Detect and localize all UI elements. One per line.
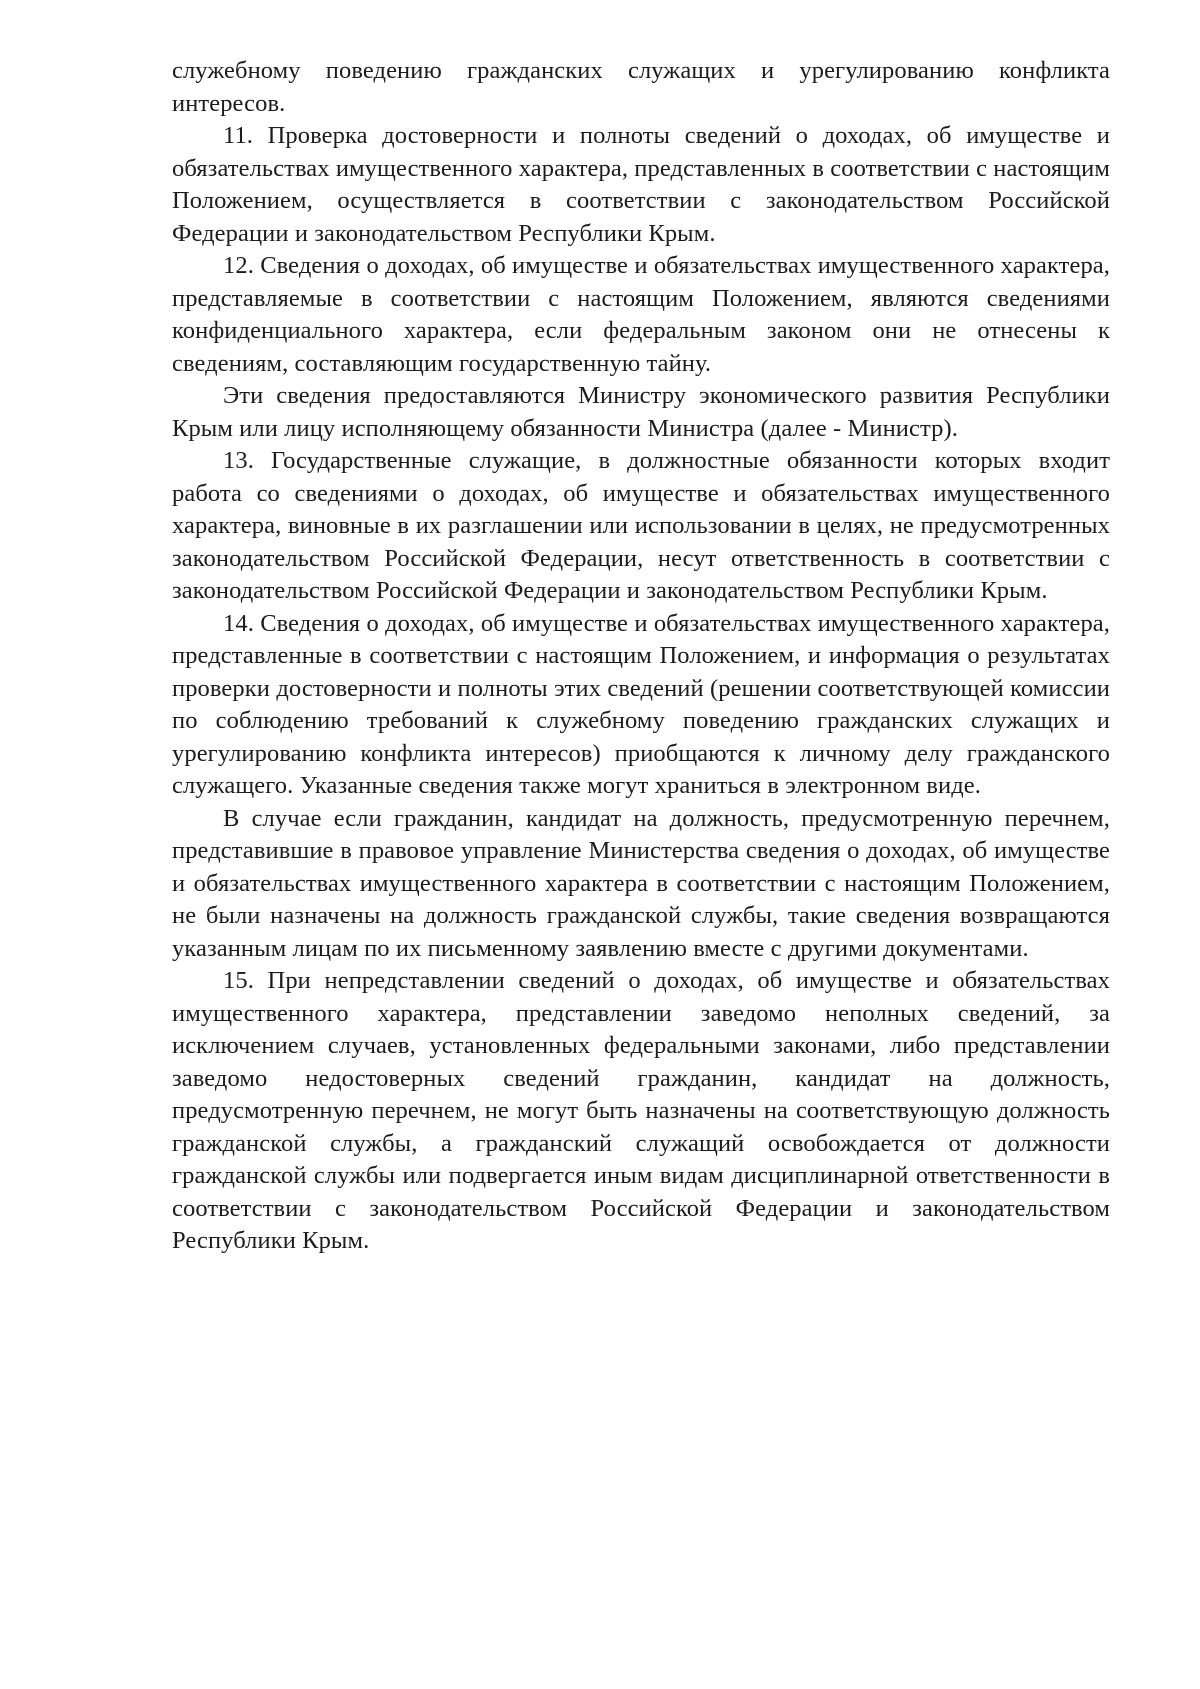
paragraph-14-return: В случае если гражданин, кандидат на должность, предусмотренную перечнем, представившие в правовое управление Министерства сведения о доходах, об имуществе и обязательствах имущественного характера в соответствии с настоящим Положением, не были назначены на должность гражданской службы, такие сведения возвращаются указанным лицам по их письменному заявлению вместе с другими документами. [172,804,1110,962]
paragraph-15: 15. При непредставлении сведений о доходах, об имуществе и обязательствах имущественного характера, представлении заведомо неполных сведений, за исключением случаев, установленных федеральными законами, либо представлении заведомо недостоверных сведений гражданин, кандидат на должность, предусмотренную перечнем, не могут быть назначены на соответствующую должность гражданской службы, а гражданский служащий освобождается от должности гражданской службы или подвергается иным видам дисциплинарной ответственности в соответствии с законодательством Российской Федерации и законодательством Республики Крым. [172,967,1110,1254]
paragraph-continuation: служебному поведению гражданских служащих и урегулированию конфликта интересов. [172,57,1110,117]
paragraph-11: 11. Проверка достоверности и полноты сведений о доходах, об имуществе и обязательствах имущественного характера, представленных в соответствии с настоящим Положением, осуществляется в соответствии с законодательством Российской Федерации и законодательством Республики Крым. [172,122,1110,247]
paragraph-12: 12. Сведения о доходах, об имуществе и обязательствах имущественного характера, представляемые в соответствии с настоящим Положением, являются сведениями конфиденциального характера, если федеральным законом они не отнесены к сведениям, составляющим государственную тайну. [172,252,1110,377]
paragraph-12-recipients: Эти сведения предоставляются Министру экономического развития Республики Крым или лицу исполняющему обязанности Министра (далее - Министр). [172,382,1110,442]
paragraph-14: 14. Сведения о доходах, об имуществе и обязательствах имущественного характера, представленные в соответствии с настоящим Положением, и информация о результатах проверки достоверности и полноты этих сведений (решении соответствующей комиссии по соблюдению требований к служебному поведению гражданских служащих и урегулированию конфликта интересов) приобщаются к личному делу гражданского служащего. Указанные сведения также могут храниться в электронном виде. [172,609,1110,799]
paragraph-13: 13. Государственные служащие, в должностные обязанности которых входит работа со сведениями о доходах, об имуществе и обязательствах имущественного характера, виновные в их разглашении или использовании в целях, не предусмотренных законодательством Российской Федерации, несут ответственность в соответствии с законодательством Российской Федерации и законодательством Республики Крым. [172,447,1110,604]
document-body [172,55,1110,1258]
